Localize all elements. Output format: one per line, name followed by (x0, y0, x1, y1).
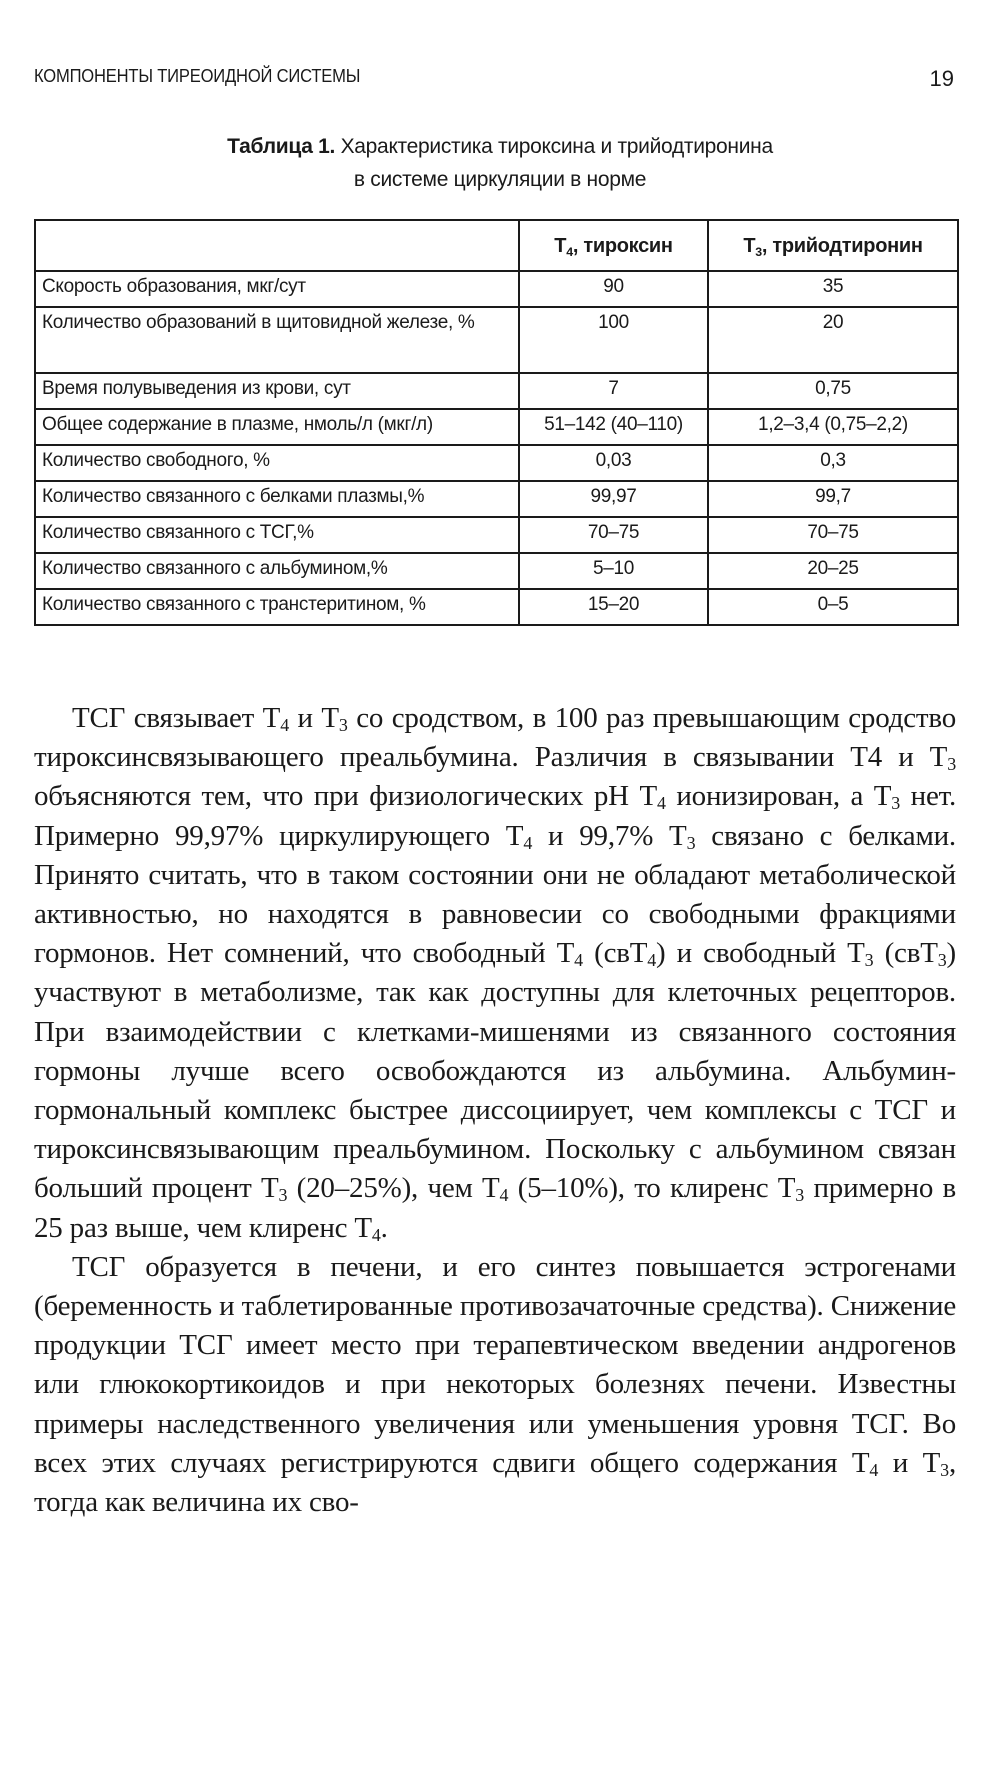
table-row (35, 517, 958, 553)
row-parameter: Общее содержание в плазме, нмоль/л (мкг/л) (35, 409, 519, 445)
row-t3-value: 20 (708, 307, 958, 373)
row-t4-value: 15–20 (519, 589, 708, 625)
row-parameter: Количество связанного с белками плазмы,% (35, 481, 519, 517)
hormone-table (34, 219, 959, 626)
row-parameter: Скорость образования, мкг/сут (35, 271, 519, 307)
row-parameter: Количество связанного с ТСГ,% (35, 517, 519, 553)
subscript: 3 (686, 832, 696, 853)
t4-subscript: 4 (566, 244, 573, 259)
subscript: 3 (795, 1185, 805, 1206)
row-t4-value: 70–75 (519, 517, 708, 553)
subscript: 3 (338, 715, 348, 735)
row-t4-value: 90 (519, 271, 708, 307)
subscript: 4 (499, 1185, 509, 1206)
table-row (35, 373, 958, 409)
subscript: 3 (891, 793, 901, 814)
row-t3-value: 35 (708, 271, 958, 307)
row-t4-value: 99,97 (519, 481, 708, 517)
row-t3-value: 0,3 (708, 445, 958, 481)
row-t4-value: 7 (519, 373, 708, 409)
row-t3-value: 99,7 (708, 481, 958, 517)
t3-subscript: 3 (755, 244, 762, 259)
t3-symbol: Т (743, 234, 756, 257)
row-parameter: Количество связанного с транстеритином, % (35, 589, 519, 625)
subscript: 4 (869, 1459, 879, 1480)
subscript: 3 (864, 950, 874, 971)
row-t3-value: 20–25 (708, 553, 958, 589)
subscript: 4 (371, 1224, 381, 1245)
page-number: 19 (929, 66, 954, 91)
row-t4-value: 100 (519, 307, 708, 373)
subscript: 3 (940, 1459, 949, 1480)
subscript: 4 (574, 950, 583, 971)
row-parameter: Количество образований в щитовидной железе, % (35, 307, 519, 373)
table-row (35, 589, 958, 625)
subscript: 4 (647, 950, 657, 971)
table-caption-line1: Характеристика тироксина и трийодтиронина (340, 135, 773, 158)
subscript: 4 (523, 832, 533, 853)
table-row (35, 307, 958, 373)
table-caption-label: Таблица 1. (227, 135, 336, 158)
table-caption-line2: в системе циркуляции в норме (353, 168, 647, 191)
row-t4-value: 5–10 (519, 553, 708, 589)
subscript: 3 (947, 754, 956, 775)
row-parameter: Количество свободного, % (35, 445, 519, 481)
table-header-row (35, 220, 958, 271)
t3-name: , трийодтиронин (761, 234, 923, 257)
paragraph-2: ТСГ образуется в печени, и его синтез повышается эстрогенами (беременность и таблетированные противозачаточные средства). Снижение продукции ТСГ имеет место при терапевтическом введении андрогенов или глюкокортикоидов и при некоторых болезнях печени. Известны примеры наследственного увеличения или уменьшения уровня ТСГ. Во всех этих случаях регистрируются сдвиги общего содержания $Т_4$ и $Т_3$, тогда как величина их сво- (34, 1250, 956, 1519)
table-caption (150, 130, 850, 196)
subscript: 3 (278, 1185, 288, 1206)
row-t3-value: 0–5 (708, 589, 958, 625)
body-text (34, 699, 956, 1522)
t4-name: , тироксин (572, 234, 673, 257)
subscript: 4 (656, 793, 666, 814)
table-row (35, 553, 958, 589)
table-row (35, 409, 958, 445)
table-row (35, 271, 958, 307)
row-t3-value: 70–75 (708, 517, 958, 553)
row-t4-value: 0,03 (519, 445, 708, 481)
running-title: КОМПОНЕНТЫ ТИРЕОИДНОЙ СИСТЕМЫ (34, 66, 361, 86)
header-t4 (519, 220, 708, 271)
row-parameter: Время полувыведения из крови, сут (35, 373, 519, 409)
t4-symbol: Т (554, 234, 567, 257)
subscript: 3 (937, 950, 947, 971)
row-t4-value: 51–142 (40–110) (519, 409, 708, 445)
header-empty-cell (35, 220, 519, 271)
table-row (35, 445, 958, 481)
header-t3 (708, 220, 958, 271)
row-t3-value: 0,75 (708, 373, 958, 409)
table-row (35, 481, 958, 517)
row-t3-value: 1,2–3,4 (0,75–2,2) (708, 409, 958, 445)
paragraph-1: ТСГ связывает $Т_4$ и $Т_3$ со сродством, в 100 раз превышающим сродство тироксинсвязывающего преальбумина. Различия в связывании Т4 и $Т_3$ объясняются тем, что при физиологических pH $Т_4$ ионизирован, а $Т_3$ нет. Примерно 99,97% циркулирующего $Т_4$ и 99,7% $Т_3$ связано с белками. Принято считать, что в таком состоянии они не обладают метаболической активностью, но находятся в равновесии со свободными фракциями гормонов. Нет сомнений, что свободный $Т_4$ (свТ$_4$) и свободный $Т_3$ (свТ$_3$) участвуют в метаболизме, так как доступны для клеточных рецепторов. При взаимодействии с клетками-мишенями из связанного состояния гормоны лучше всего освобождаются из альбумина. Альбумин-гормональный комплекс быстрее диссоциирует, чем комплексы с ТСГ и тироксинсвязывающим преальбумином. Поскольку с альбумином связан больший процент $Т_3$ (20–25%), чем $Т_4$ (5–10%), то клиренс $Т_3$ примерно в 25 раз выше, чем клиренс $Т_4$. (34, 702, 957, 1245)
row-parameter: Количество связанного с альбумином,% (35, 553, 519, 589)
subscript: 4 (280, 715, 289, 735)
